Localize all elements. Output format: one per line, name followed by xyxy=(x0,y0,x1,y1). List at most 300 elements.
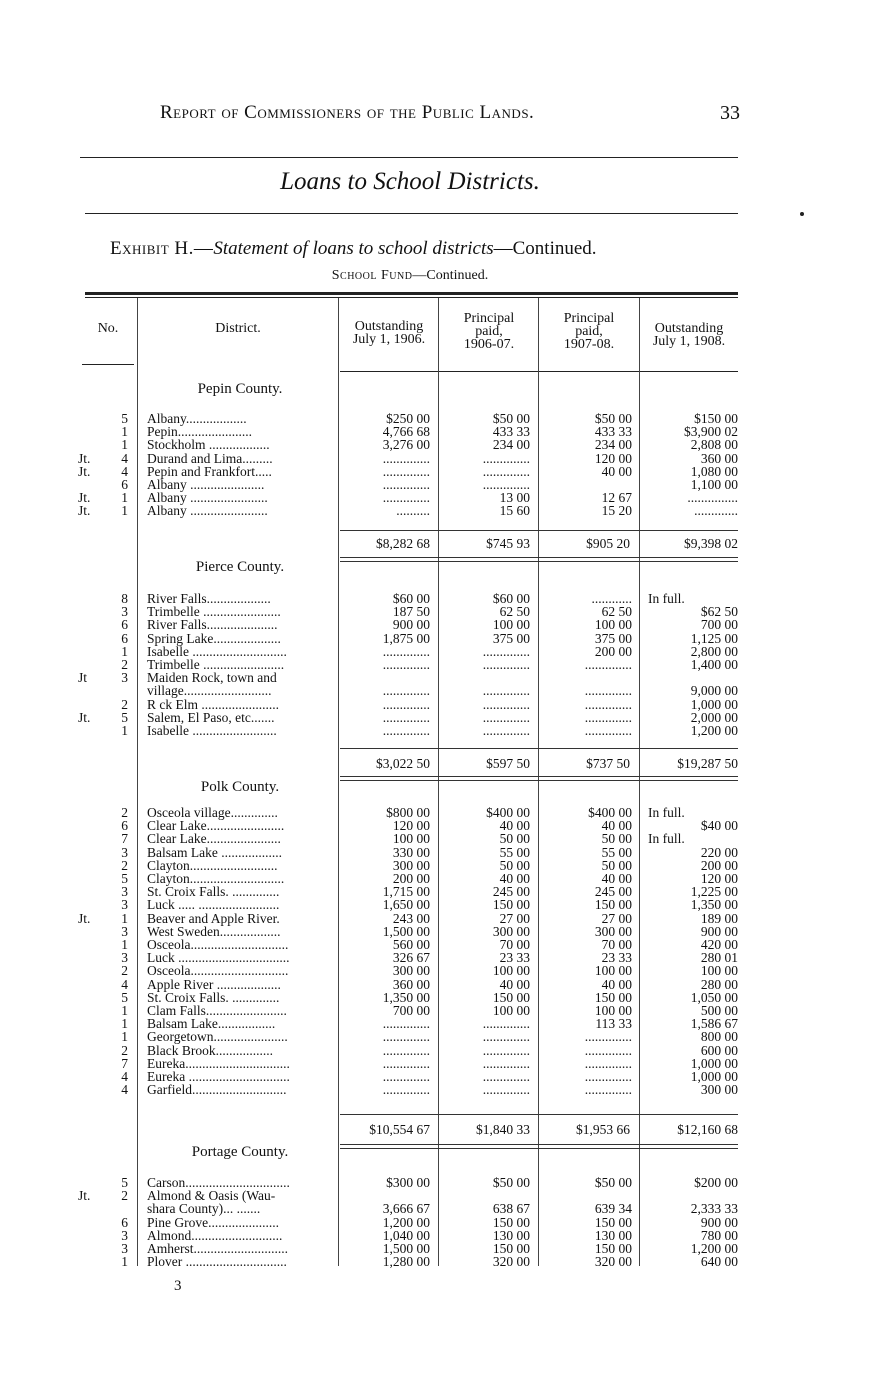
fund-caption xyxy=(80,268,740,284)
outstanding-1906: 1,500 00 xyxy=(382,923,430,939)
paid-1906-07: .............. xyxy=(482,463,530,479)
table-row xyxy=(0,991,883,1005)
outstanding-1906: 326 67 xyxy=(392,950,430,966)
outstanding-1908: 1,200 00 xyxy=(690,1241,738,1256)
paid-1906-07: .............. xyxy=(482,1055,530,1071)
district-number: 1 xyxy=(121,424,128,440)
outstanding-1908: ............... xyxy=(687,490,738,506)
paid-1906-07: 100 00 xyxy=(492,963,530,979)
district-number: 3 xyxy=(121,950,128,966)
table-row xyxy=(0,1004,883,1018)
paid-1906-07: 100 00 xyxy=(492,617,530,633)
total-double-rule xyxy=(340,1144,738,1149)
exhibit-label: Exhibit H.— xyxy=(110,238,214,259)
district-name: Almond & Oasis (Wau- xyxy=(147,1189,276,1204)
table-row xyxy=(0,912,883,926)
paid-1906-07: .............. xyxy=(482,696,530,712)
district-name: Clear Lake....................... xyxy=(147,819,285,834)
outstanding-1908: 1,350 00 xyxy=(690,897,738,913)
county-heading: Pepin County. xyxy=(197,381,283,397)
paid-1906-07: $50 00 xyxy=(492,1175,530,1190)
district-number: 7 xyxy=(121,831,128,847)
header-bottom-rule-no xyxy=(82,364,134,365)
table-row xyxy=(0,1057,883,1071)
table-row xyxy=(0,1189,883,1203)
paid-1907-08: 150 00 xyxy=(594,1214,632,1230)
outstanding-1906: 560 00 xyxy=(392,937,430,952)
district-name: Clayton............................ xyxy=(147,872,285,886)
district-number: 2 xyxy=(121,857,128,873)
paid-1906-07: $60 00 xyxy=(492,591,530,606)
outstanding-1906: $250 00 xyxy=(386,411,430,426)
outstanding-1908: 640 00 xyxy=(700,1254,738,1270)
paid-1907-08: .............. xyxy=(584,1082,632,1098)
outstanding-1906: .............. xyxy=(382,1055,430,1071)
table-row xyxy=(0,1216,883,1230)
table-row xyxy=(0,425,883,439)
county-total-v1: $3,022 50 xyxy=(376,756,430,771)
table-row xyxy=(0,465,883,479)
outstanding-1906: 4,766 68 xyxy=(382,424,430,440)
outstanding-1908: $200 00 xyxy=(694,1175,738,1190)
table-row xyxy=(0,819,883,833)
county-total-v3: $905 20 xyxy=(586,536,630,551)
running-header xyxy=(160,102,740,126)
table-row xyxy=(0,1083,883,1097)
paid-1906-07: 245 00 xyxy=(492,884,530,900)
district-name: R ck Elm ....................... xyxy=(147,697,279,712)
outstanding-1906: .............. xyxy=(382,643,430,659)
col-header-outstanding-1906 xyxy=(340,320,438,346)
outstanding-1906: 900 00 xyxy=(392,617,430,633)
paid-1907-08: 130 00 xyxy=(594,1227,632,1243)
paid-1906-07: .............. xyxy=(482,1016,530,1032)
subtotal-rule xyxy=(340,1114,738,1115)
district-name: Albany ....................... xyxy=(147,504,268,519)
outstanding-1906: .............. xyxy=(382,1069,430,1084)
outstanding-1906: 1,280 00 xyxy=(382,1254,430,1270)
outstanding-1906: .............. xyxy=(382,1042,430,1058)
outstanding-1906: .............. xyxy=(382,1082,430,1098)
district-name: West Sweden.................. xyxy=(147,924,281,939)
col-header-no: No. xyxy=(97,321,119,336)
outstanding-1906: .............. xyxy=(382,709,430,725)
table-row xyxy=(0,1044,883,1058)
table-row xyxy=(0,478,883,492)
table-row xyxy=(0,698,883,712)
district-name: Almond........................... xyxy=(147,1228,283,1243)
outstanding-1908: 900 00 xyxy=(700,923,738,939)
table-row xyxy=(0,1242,883,1256)
district-name: Eureka .............................. xyxy=(147,1070,290,1084)
table-row xyxy=(0,1255,883,1269)
outstanding-1908: 500 00 xyxy=(700,1003,738,1018)
district-number: 2 xyxy=(121,805,128,820)
paid-1906-07: 234 00 xyxy=(492,437,530,453)
district-number: 6 xyxy=(121,630,128,646)
outstanding-1908: 1,000 00 xyxy=(690,696,738,712)
total-double-rule xyxy=(340,776,738,781)
outstanding-1906: 300 00 xyxy=(392,963,430,979)
outstanding-1906: 187 50 xyxy=(392,604,430,620)
paid-1906-07: .............. xyxy=(482,450,530,466)
page-number: 33 xyxy=(720,102,740,124)
paid-1906-07: .............. xyxy=(482,477,530,492)
outstanding-1906: 1,875 00 xyxy=(382,630,430,646)
subtotal-rule xyxy=(340,748,738,749)
district-number: 6 xyxy=(121,477,128,492)
outstanding-1908: 1,000 00 xyxy=(690,1055,738,1071)
district-name: Osceola............................. xyxy=(147,938,289,952)
district-name: Osceola village.............. xyxy=(147,806,278,820)
paid-1907-08: 150 00 xyxy=(594,989,632,1005)
paid-1907-08: 150 00 xyxy=(594,897,632,913)
district-name: Pepin and Frankfort..... xyxy=(147,464,272,479)
outstanding-1908: 2,333 33 xyxy=(690,1201,738,1217)
outstanding-1906: 1,715 00 xyxy=(382,884,430,900)
paid-1907-08: .............. xyxy=(584,723,632,738)
county-total-v4: $19,287 50 xyxy=(677,756,738,771)
district-name: River Falls................... xyxy=(147,592,271,606)
paid-1907-08: .............. xyxy=(584,1029,632,1045)
county-total-v2: $1,840 33 xyxy=(476,1122,530,1137)
district-name: Luck ..... ........................ xyxy=(147,898,280,913)
district-number: 1 xyxy=(121,723,128,738)
outstanding-1906: $300 00 xyxy=(386,1175,430,1190)
table-row xyxy=(0,978,883,992)
outstanding-1908: ............. xyxy=(694,503,738,519)
outstanding-1906: 700 00 xyxy=(392,1003,430,1018)
district-number: 2 xyxy=(121,1188,128,1204)
county-total-v3: $1,953 66 xyxy=(576,1122,630,1137)
table-row xyxy=(0,412,883,426)
paid-1907-08: .............. xyxy=(584,1042,632,1058)
outstanding-1908: In full. xyxy=(648,591,685,606)
district-number: 1 xyxy=(121,1029,128,1045)
paid-1907-08: 70 00 xyxy=(601,937,632,952)
header-bottom-rule-values xyxy=(340,371,738,372)
outstanding-1906: 200 00 xyxy=(392,871,430,886)
table-row xyxy=(0,645,883,659)
outstanding-1908: $150 00 xyxy=(694,411,738,426)
district-name: Osceola............................. xyxy=(147,964,289,979)
county-heading: Portage County. xyxy=(191,1144,289,1160)
table-row xyxy=(0,1017,883,1031)
paid-1906-07: 23 33 xyxy=(499,950,530,966)
subtotal-rule xyxy=(340,530,738,531)
paid-1907-08: 40 00 xyxy=(601,818,632,834)
district-number: 3 xyxy=(121,844,128,860)
paid-1906-07: .............. xyxy=(482,723,530,738)
outstanding-1908: 200 00 xyxy=(700,857,738,873)
outstanding-1906: $800 00 xyxy=(386,805,430,820)
district-number: 7 xyxy=(121,1055,128,1071)
paid-1907-08: 100 00 xyxy=(594,963,632,979)
paid-1907-08: .............. xyxy=(584,683,632,699)
district-number: 4 xyxy=(121,976,128,992)
district-number: 5 xyxy=(121,871,128,886)
col-header-c1-line1: Outstanding xyxy=(354,319,424,334)
district-number: 1 xyxy=(121,1003,128,1018)
district-number: 3 xyxy=(121,884,128,900)
table-row xyxy=(0,925,883,939)
total-double-rule xyxy=(340,557,738,562)
table-row xyxy=(0,618,883,632)
district-number: 6 xyxy=(121,1214,128,1230)
district-number: 4 xyxy=(121,463,128,479)
paid-1906-07: 100 00 xyxy=(492,1003,530,1018)
outstanding-1906: 360 00 xyxy=(392,976,430,992)
outstanding-1906: .............. xyxy=(382,1029,430,1045)
paid-1907-08: $50 00 xyxy=(594,411,632,426)
district-number: 6 xyxy=(121,818,128,834)
outstanding-1906: 100 00 xyxy=(392,831,430,847)
outstanding-1908: 100 00 xyxy=(700,963,738,979)
table-row xyxy=(0,504,883,518)
paid-1906-07: 150 00 xyxy=(492,1214,530,1230)
joint-prefix: Jt xyxy=(78,670,88,686)
district-number: 4 xyxy=(121,450,128,466)
margin-dot xyxy=(800,212,804,216)
district-name: River Falls..................... xyxy=(147,618,278,633)
table-row xyxy=(0,832,883,846)
county-total-v4: $12,160 68 xyxy=(677,1122,738,1137)
outstanding-1908: 1,400 00 xyxy=(690,657,738,672)
exhibit-suffix: —Continued. xyxy=(493,238,597,259)
paid-1906-07: 130 00 xyxy=(492,1227,530,1243)
paid-1906-07: 55 00 xyxy=(499,844,530,860)
district-name: Stockholm .................. xyxy=(147,438,270,453)
table-row xyxy=(0,859,883,873)
outstanding-1908: 1,100 00 xyxy=(690,477,738,492)
paid-1907-08: 23 33 xyxy=(601,950,632,966)
county-heading: Polk County. xyxy=(200,779,280,795)
outstanding-1906: 3,666 67 xyxy=(382,1201,430,1217)
paid-1907-08: 40 00 xyxy=(601,871,632,886)
outstanding-1906: 120 00 xyxy=(392,818,430,834)
running-title: Report of Commissioners of the Public Lands. xyxy=(160,102,535,123)
table-row xyxy=(0,491,883,505)
outstanding-1908: 2,808 00 xyxy=(690,437,738,453)
district-name: Trimbelle ........................ xyxy=(147,658,285,672)
paid-1907-08: 50 00 xyxy=(601,831,632,847)
col-header-district: District. xyxy=(215,321,261,336)
outstanding-1908: 1,125 00 xyxy=(690,630,738,646)
outstanding-1908: 2,800 00 xyxy=(690,643,738,659)
joint-prefix: Jt. xyxy=(78,463,91,479)
paid-1906-07: $400 00 xyxy=(486,805,530,820)
district-number: 1 xyxy=(121,437,128,453)
paid-1906-07: 70 00 xyxy=(499,937,530,952)
district-name: Spring Lake.................... xyxy=(147,631,281,646)
paid-1906-07: 50 00 xyxy=(499,831,530,847)
paid-1906-07: 40 00 xyxy=(499,976,530,992)
joint-prefix: Jt. xyxy=(78,1188,91,1204)
paid-1906-07: 40 00 xyxy=(499,871,530,886)
outstanding-1908: 120 00 xyxy=(700,871,738,886)
paid-1906-07: .............. xyxy=(482,709,530,725)
district-name: St. Croix Falls. .............. xyxy=(147,885,280,900)
county-total-v1: $8,282 68 xyxy=(376,536,430,551)
paid-1906-07: .............. xyxy=(482,1082,530,1098)
district-name: Beaver and Apple River. xyxy=(147,911,280,926)
paid-1907-08: 15 20 xyxy=(601,503,632,519)
col-header-c1-line2: July 1, 1906. xyxy=(352,332,426,347)
paid-1907-08: 375 00 xyxy=(594,630,632,646)
table-row xyxy=(0,711,883,725)
outstanding-1908: 1,000 00 xyxy=(690,1069,738,1084)
table-row xyxy=(0,671,883,685)
paid-1907-08: 100 00 xyxy=(594,617,632,633)
county-total-v4: $9,398 02 xyxy=(684,536,738,551)
fund-suffix: —Continued. xyxy=(412,268,489,283)
paid-1907-08: 55 00 xyxy=(601,844,632,860)
table-row xyxy=(0,1202,883,1216)
outstanding-1906: .............. xyxy=(382,450,430,466)
district-name: Albany ....................... xyxy=(147,491,268,506)
paid-1906-07: .............. xyxy=(482,1042,530,1058)
outstanding-1908: 1,225 00 xyxy=(690,884,738,900)
paid-1907-08: 639 34 xyxy=(594,1201,632,1217)
paid-1906-07: 638 67 xyxy=(492,1201,530,1217)
district-number: 3 xyxy=(121,923,128,939)
table-row xyxy=(0,806,883,820)
district-name: Black Brook................. xyxy=(147,1043,273,1058)
table-row xyxy=(0,951,883,965)
outstanding-1908: 1,200 00 xyxy=(690,723,738,738)
outstanding-1908: 280 00 xyxy=(700,976,738,992)
district-number: 5 xyxy=(121,709,128,725)
paid-1907-08: 50 00 xyxy=(601,857,632,873)
table-row xyxy=(0,1070,883,1084)
outstanding-1908: 780 00 xyxy=(700,1227,738,1243)
district-number: 1 xyxy=(121,1254,128,1270)
outstanding-1906: 3,276 00 xyxy=(382,437,430,453)
col-header-c2-line2: paid, xyxy=(475,324,503,339)
joint-prefix: Jt. xyxy=(78,910,91,926)
joint-prefix: Jt. xyxy=(78,709,91,725)
outstanding-1908: 220 00 xyxy=(700,844,738,860)
paid-1906-07: .............. xyxy=(482,643,530,659)
paid-1907-08: 245 00 xyxy=(594,884,632,900)
exhibit-caption xyxy=(110,238,750,260)
paid-1907-08: 12 67 xyxy=(601,490,632,506)
outstanding-1908: 300 00 xyxy=(700,1082,738,1098)
paid-1907-08: 320 00 xyxy=(594,1254,632,1270)
paid-1906-07: .............. xyxy=(482,683,530,699)
outstanding-1908: 189 00 xyxy=(700,910,738,926)
table-row xyxy=(0,898,883,912)
outstanding-1906: 1,350 00 xyxy=(382,989,430,1005)
district-name: Plover .............................. xyxy=(147,1255,287,1270)
outstanding-1908: 420 00 xyxy=(700,937,738,952)
outstanding-1906: 330 00 xyxy=(392,844,430,860)
outstanding-1908: 9,000 00 xyxy=(690,683,738,699)
county-total-v1: $10,554 67 xyxy=(369,1122,430,1137)
district-number: 5 xyxy=(121,989,128,1005)
district-name: Pine Grove..................... xyxy=(147,1215,279,1230)
district-number: 3 xyxy=(121,1227,128,1243)
paid-1907-08: 40 00 xyxy=(601,976,632,992)
col-header-c3-line3: 1907-08. xyxy=(563,337,615,352)
joint-prefix: Jt. xyxy=(78,503,91,519)
paid-1907-08: 300 00 xyxy=(594,923,632,939)
outstanding-1908: 800 00 xyxy=(700,1029,738,1045)
outstanding-1908: $3,900 02 xyxy=(684,424,738,440)
section-title: Loans to School Districts. xyxy=(280,168,540,195)
paid-1906-07: 40 00 xyxy=(499,818,530,834)
district-name: Clam Falls........................ xyxy=(147,1004,287,1018)
col-header-c2-line3: 1906-07. xyxy=(463,337,515,352)
county-total-v2: $745 93 xyxy=(486,536,530,551)
table-row xyxy=(0,1229,883,1243)
paid-1907-08: 120 00 xyxy=(594,450,632,466)
outstanding-1906: .............. xyxy=(382,723,430,738)
paid-1907-08: ............ xyxy=(591,591,632,606)
signature-mark: 3 xyxy=(174,1278,182,1294)
table-row xyxy=(0,724,883,738)
outstanding-1908: 600 00 xyxy=(700,1042,738,1058)
district-name: Balsam Lake .................. xyxy=(147,845,282,860)
outstanding-1906: 1,200 00 xyxy=(382,1214,430,1230)
county-total-v2: $597 50 xyxy=(486,756,530,771)
table-row xyxy=(0,658,883,672)
outstanding-1906: 1,650 00 xyxy=(382,897,430,913)
outstanding-1906: .............. xyxy=(382,477,430,492)
paid-1907-08: 62 50 xyxy=(601,604,632,620)
paid-1906-07: 15 60 xyxy=(499,503,530,519)
outstanding-1906: $60 00 xyxy=(392,591,430,606)
district-name: Pepin...................... xyxy=(147,425,253,440)
outstanding-1906: 1,040 00 xyxy=(382,1227,430,1243)
district-name: village.......................... xyxy=(147,684,272,699)
col-header-paid-1906 xyxy=(440,312,538,351)
paid-1907-08: .............. xyxy=(584,1055,632,1071)
county-heading: Pierce County. xyxy=(195,559,285,575)
paid-1906-07: 433 33 xyxy=(492,424,530,440)
district-name: Isabelle ............................ xyxy=(147,644,287,659)
paid-1906-07: 300 00 xyxy=(492,923,530,939)
outstanding-1908: 900 00 xyxy=(700,1214,738,1230)
district-name: shara County)... ....... xyxy=(147,1202,261,1217)
col-header-outstanding-1908 xyxy=(640,322,738,348)
district-name: Amherst............................ xyxy=(147,1242,288,1256)
col-header-c4-line1: Outstanding xyxy=(654,321,724,336)
table-row xyxy=(0,438,883,452)
paid-1907-08: 100 00 xyxy=(594,1003,632,1018)
district-number: 1 xyxy=(121,910,128,926)
paid-1907-08: .............. xyxy=(584,657,632,672)
col-header-c2-line1: Principal xyxy=(463,311,515,326)
district-name: St. Croix Falls. .............. xyxy=(147,990,280,1005)
paid-1906-07: 320 00 xyxy=(492,1254,530,1270)
district-number: 3 xyxy=(121,897,128,913)
district-name: Isabelle ......................... xyxy=(147,724,277,738)
outstanding-1906: 1,500 00 xyxy=(382,1241,430,1256)
paid-1906-07: 375 00 xyxy=(492,630,530,646)
outstanding-1906: .............. xyxy=(382,1016,430,1032)
table-row xyxy=(0,846,883,860)
section-rule xyxy=(85,213,738,214)
col-header-paid-1907 xyxy=(540,312,638,351)
col-header-c4-line2: July 1, 1908. xyxy=(652,334,726,349)
table-row xyxy=(0,1176,883,1190)
district-name: Durand and Lima......... xyxy=(147,451,273,466)
outstanding-1908: In full. xyxy=(648,831,685,847)
paid-1906-07: 150 00 xyxy=(492,897,530,913)
paid-1906-07: .............. xyxy=(482,1029,530,1045)
outstanding-1908: 1,586 67 xyxy=(690,1016,738,1032)
